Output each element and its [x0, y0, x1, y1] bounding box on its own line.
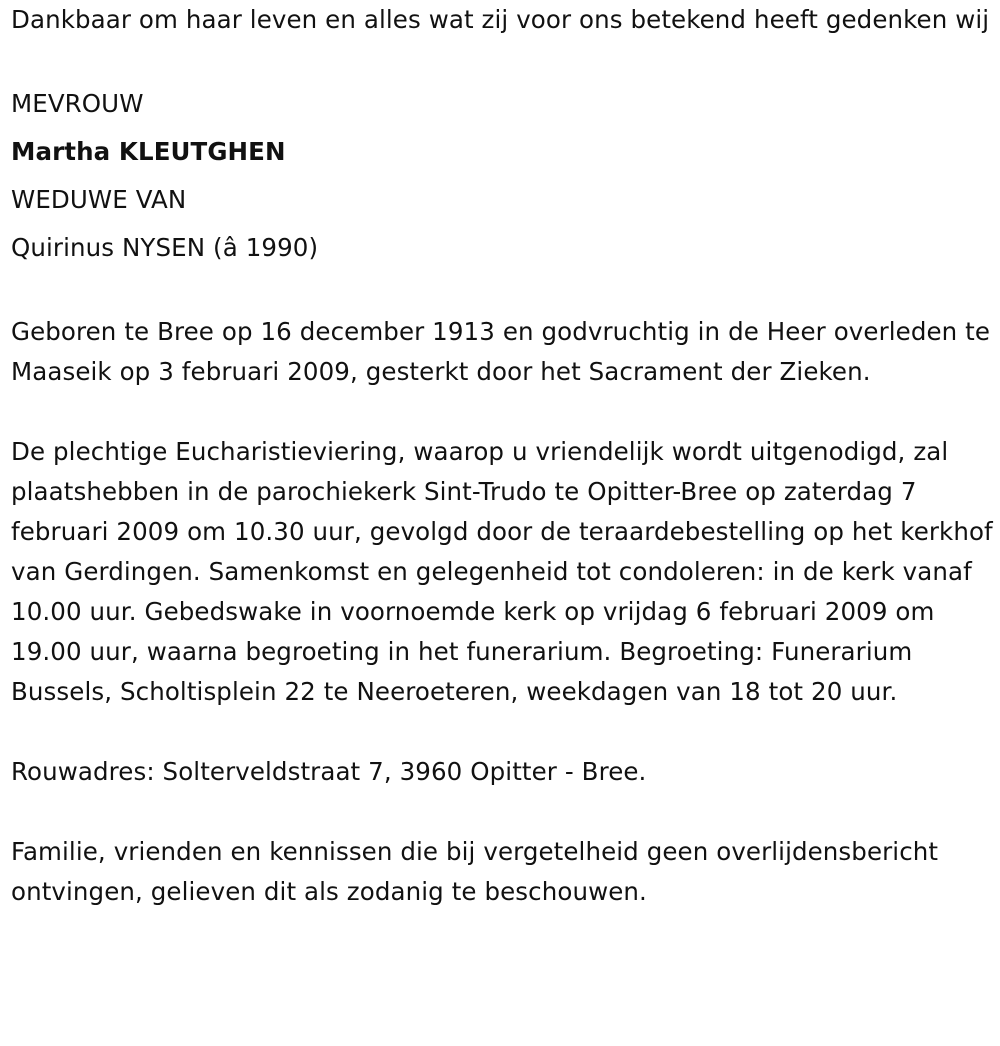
intro-paragraph: Dankbaar om haar leven en alles wat zij voor ons betekend heeft gedenken wij [11, 5, 990, 34]
closing-paragraph: Familie, vrienden en kennissen die bij vergetelheid geen overlijdensbericht ontvingen, gelieven dit als zodanig te beschouwen. [11, 837, 939, 906]
birth-death-paragraph: Geboren te Bree op 16 december 1913 en godvruchtig in de Heer overleden te Maaseik op 3 februari 2009, gesterkt door het Sacrament der Zieken. [11, 317, 991, 386]
address-paragraph: Rouwadres: Solterveldstraat 7, 3960 Opitter - Bree. [11, 757, 647, 786]
ceremony-paragraph: De plechtige Eucharistieviering, waarop u vriendelijk wordt uitgenodigd, zal plaatshebben in de parochiekerk Sint-Trudo te Opitter-Bree op zaterdag 7 februari 2009 om 10.30 uur, gevolgd door de teraardebestelling op het kerkhof van Gerdingen. Samenkomst en gelegenheid tot condoleren: in de kerk vanaf 10.00 uur. Gebedswake in voornoemde kerk op vrijdag 6 februari 2009 om 19.00 uur, waarna begroeting in het funerarium. Begroeting: Funerarium Bussels, Scholtisplein 22 te Neeroeteren, weekdagen van 18 tot 20 uur. [11, 437, 993, 706]
title-line: MEVROUW [11, 89, 144, 118]
deceased-name: Martha KLEUTGHEN [11, 137, 286, 166]
widow-of-label: WEDUWE VAN [11, 185, 187, 214]
spouse-name: Quirinus NYSEN (â 1990) [11, 233, 319, 262]
